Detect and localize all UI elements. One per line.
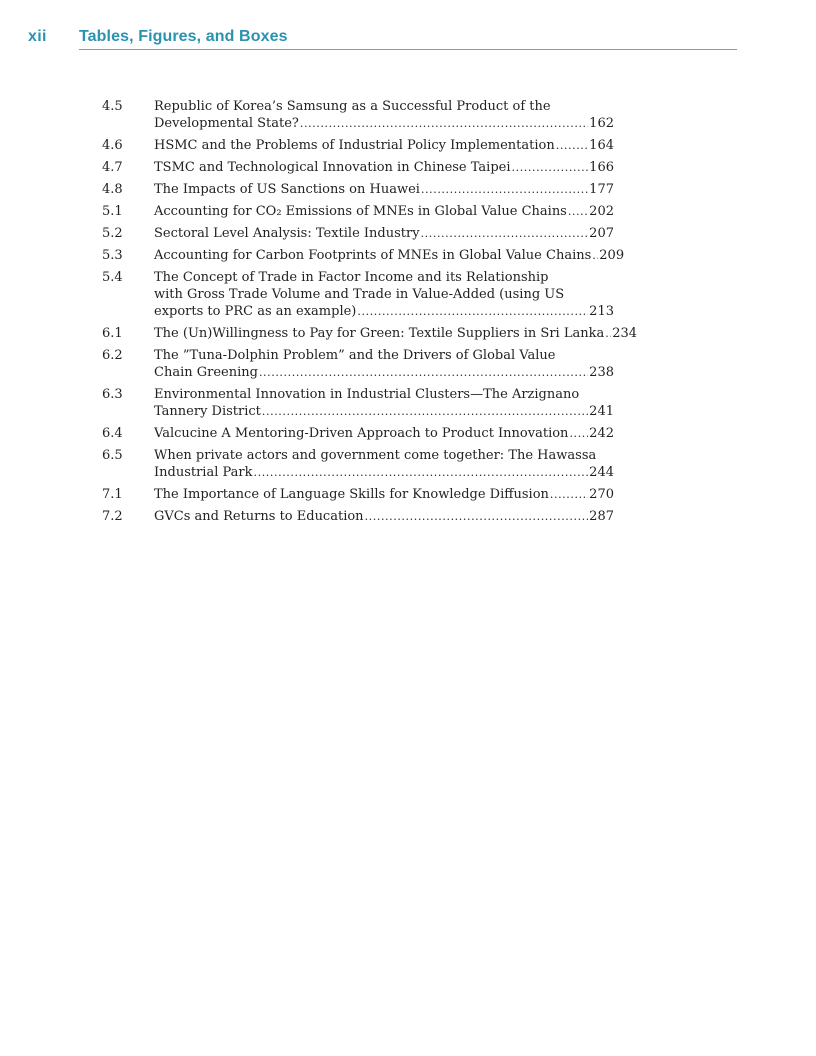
dot-leader [569,425,588,442]
toc-entry[interactable] [102,225,614,242]
toc-entry-number: 4.6 [102,138,123,153]
header-divider [79,49,737,50]
toc-entry-page-number: 287 [589,509,614,524]
toc-entry-leader-line [154,247,625,264]
toc-entry-leader-line [154,225,614,242]
toc-entry-leader-line [154,486,614,503]
toc-entry-leader-line [154,115,614,132]
toc-entry-title-line: When private actors and government come together: The Hawassa [154,448,597,463]
toc-entry-number: 7.2 [102,509,123,524]
dot-leader [365,508,589,525]
toc-entry[interactable] [102,447,614,481]
toc-entry-body [154,447,614,481]
toc-entry[interactable] [102,247,625,264]
toc-entry-body [154,486,614,503]
toc-entry-leader-line [154,203,614,220]
toc-entry-page-number: 242 [589,426,614,441]
toc-entry-page-number: 244 [589,465,614,480]
toc-entry-page-number: 241 [589,404,614,419]
toc-entry-number: 5.1 [102,204,123,219]
toc-entry[interactable] [102,203,614,220]
toc-entry-title-line: Industrial Park [154,465,253,480]
toc-entry-page-number: 209 [599,248,625,263]
toc-entry-title-line: Tannery District [154,404,261,419]
toc-entry-leader-line [154,508,614,525]
toc-entry-page-number: 213 [589,304,614,319]
toc-entry-leader-line [154,403,614,420]
toc-entry-leader-line [154,303,614,320]
toc-entry-number: 6.3 [102,387,123,402]
toc-entry[interactable] [102,137,614,154]
toc-entry-title-line: The Importance of Language Skills for Knowledge Diffusion [154,487,549,502]
toc-entry-body [154,203,614,220]
toc-entry-page-number: 166 [589,160,614,175]
toc-entry-leader-line [154,364,614,381]
page-number: xii [28,28,47,45]
toc-entry-body [154,425,614,442]
toc-entry-body [154,137,614,154]
toc-entry-number: 5.4 [102,270,123,285]
toc-entry[interactable] [102,486,614,503]
toc-entry-body [154,159,614,176]
toc-entry[interactable] [102,159,614,176]
toc-entry-leader-line [154,159,614,176]
toc-entry-leader-line [154,181,614,198]
toc-entry-number: 6.4 [102,426,123,441]
toc-entry-title-line: The Impacts of US Sanctions on Huawei [154,182,420,197]
toc-entry-number: 4.5 [102,99,123,114]
toc-entry[interactable] [102,269,614,320]
dot-leader [259,364,588,381]
toc-entry-number: 5.2 [102,226,123,241]
dot-leader [556,137,588,154]
toc-entry-number: 4.7 [102,160,123,175]
dot-leader [254,464,589,481]
dot-leader [357,303,588,320]
toc-entry-page-number: 238 [589,365,614,380]
toc-entry[interactable] [102,181,614,198]
toc-entry-title-line: Accounting for Carbon Footprints of MNEs in Global Value Chains [154,248,592,263]
dot-leader [592,247,598,264]
toc-entry-body [154,181,614,198]
toc-entry-number: 4.8 [102,182,123,197]
toc-entry-title-line: Accounting for CO₂ Emissions of MNEs in Global Value Chains [154,204,567,219]
toc-entry-number: 6.5 [102,448,123,463]
toc-entry-title-line: with Gross Trade Volume and Trade in Value-Added (using US [154,287,565,302]
toc-entry-page-number: 202 [589,204,614,219]
toc-entry-page-number: 234 [612,326,638,341]
toc-entry-title-line: TSMC and Technological Innovation in Chinese Taipei [154,160,511,175]
toc-entry-number: 5.3 [102,248,123,263]
toc-entry-body [154,98,614,132]
toc-entry-page-number: 177 [589,182,614,197]
toc-entry-title-line: HSMC and the Problems of Industrial Policy Implementation [154,138,555,153]
toc-entry-leader-line [154,425,614,442]
toc-entry-leader-line [154,137,614,154]
toc-entry-body [154,247,625,264]
dot-leader [550,486,588,503]
toc-entry-title-line: The ”Tuna-Dolphin Problem” and the Drivers of Global Value [154,348,556,363]
toc-entry-leader-line [154,325,638,342]
toc-entry-body [154,269,614,320]
toc-entry[interactable] [102,325,638,342]
toc-entry-title-line: GVCs and Returns to Education [154,509,364,524]
toc-entry[interactable] [102,347,614,381]
toc-entry-body [154,386,614,420]
toc-entry-title-line: Chain Greening [154,365,258,380]
toc-entry-page-number: 207 [589,226,614,241]
toc-entry-title-line: Republic of Korea’s Samsung as a Successful Product of the [154,99,551,114]
toc-entry-title-line: Valcucine A Mentoring-Driven Approach to Product Innovation [154,426,569,441]
dot-leader [421,181,588,198]
table-of-contents [102,98,638,530]
toc-entry[interactable] [102,386,614,420]
toc-entry[interactable] [102,98,614,132]
page-header [28,28,737,50]
toc-entry-body [154,325,638,342]
toc-entry[interactable] [102,508,614,525]
page-title: Tables, Figures, and Boxes [79,28,288,45]
dot-leader [300,115,588,132]
dot-leader [605,325,611,342]
toc-entry-title-line: Developmental State? [154,116,299,131]
toc-entry-page-number: 162 [589,116,614,131]
toc-entry-body [154,347,614,381]
toc-entry-number: 7.1 [102,487,123,502]
toc-entry-page-number: 270 [589,487,614,502]
toc-entry[interactable] [102,425,614,442]
toc-entry-title-line: Sectoral Level Analysis: Textile Industry [154,226,420,241]
dot-leader [568,203,588,220]
toc-entry-number: 6.2 [102,348,123,363]
toc-entry-title-line: exports to PRC as an example) [154,304,357,319]
toc-entry-body [154,225,614,242]
toc-entry-leader-line [154,464,614,481]
toc-entry-page-number: 164 [589,138,614,153]
dot-leader [262,403,588,420]
toc-entry-title-line: The Concept of Trade in Factor Income and its Relationship [154,270,549,285]
dot-leader [512,159,589,176]
toc-entry-body [154,508,614,525]
toc-entry-title-line: Environmental Innovation in Industrial Clusters—The Arzignano [154,387,580,402]
toc-entry-title-line: The (Un)Willingness to Pay for Green: Textile Suppliers in Sri Lanka [154,326,605,341]
dot-leader [421,225,589,242]
toc-entry-number: 6.1 [102,326,123,341]
